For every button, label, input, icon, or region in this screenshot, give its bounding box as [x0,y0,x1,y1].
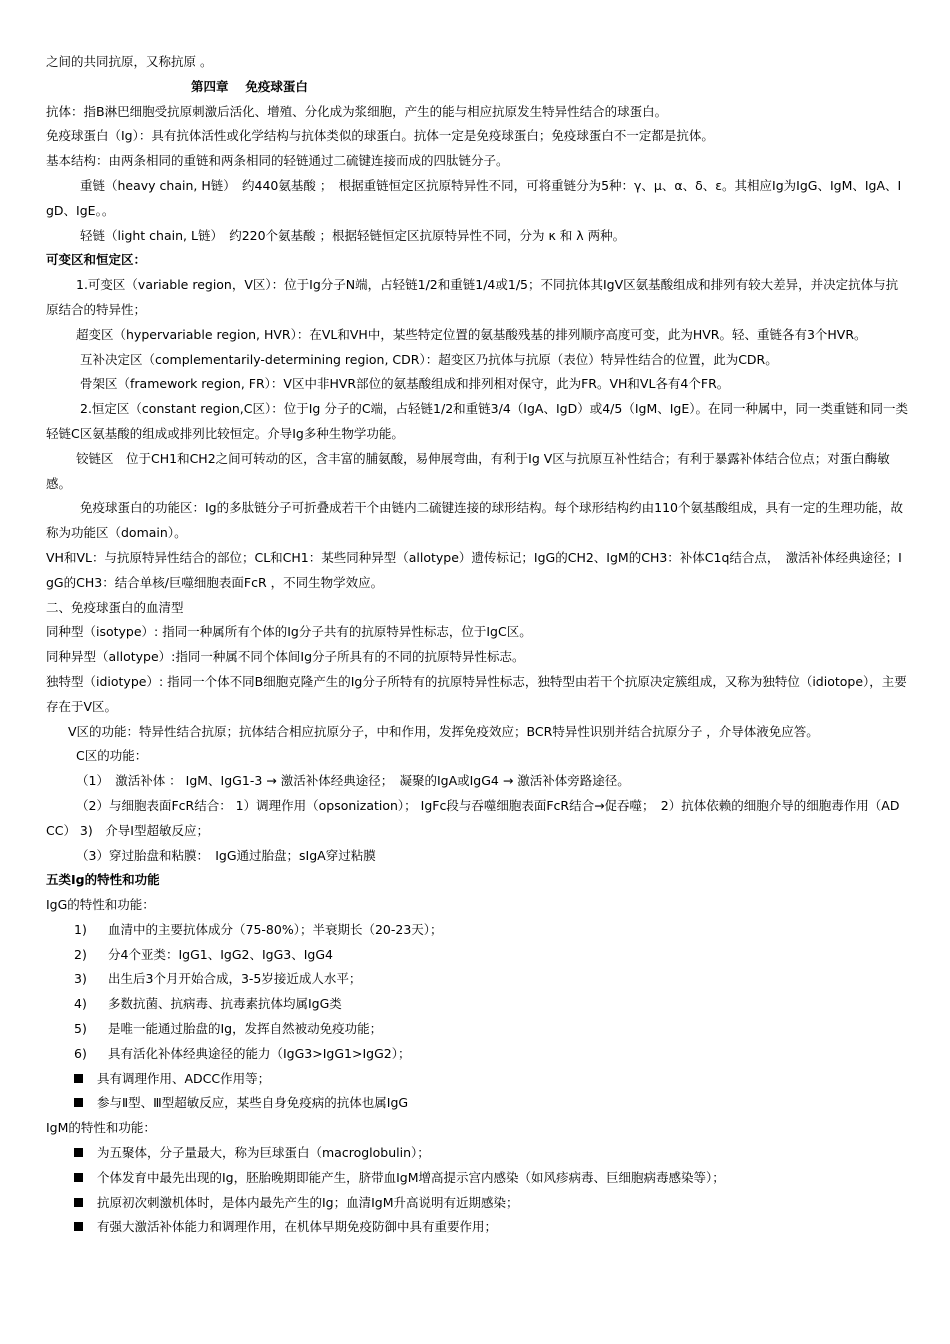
paragraph: 免疫球蛋白的功能区：Ig的多肽链分子可折叠成若干个由链内二硫键连接的球形结构。每个球形结构约由110个氨基酸组成，具有一定的生理功能，故称为功能区（domain）。 [46,500,903,541]
paragraph: 互补决定区（complementarily-determining region, CDR）：超变区乃抗体与抗原（表位）特异性结合的位置，此为CDR。 [80,351,778,367]
item-text: 分4个亚类：IgG1、IgG2、IgG3、IgG4 [108,946,333,962]
paragraph: （3）穿过胎盘和粘膜： IgG通过胎盘；sIgA穿过粘膜 [76,847,376,863]
chapter-title: 第四章 免疫球蛋白 [191,78,308,94]
item-number: 6) [74,1045,87,1061]
paragraph: 2.恒定区（constant region,C区）：位于Ig 分子的C端，占轻链1/2和重链3/4（IgA、IgD）或4/5（IgM、IgE）。在同一种属中，同一类重链和同一类轻链C区氨基酸的组成或排列比较恒定。介导Ig多种生物学功能。 [46,401,908,441]
numbered-item [46,1042,908,1067]
bullet-text: 有强大激活补体能力和调理作用，在机体早期免疫防御中具有重要作用； [97,1219,498,1235]
numbered-item [46,967,908,992]
numbered-item [46,943,908,968]
item-text: 具有活化补体经典途径的能力（IgG3>IgG1>IgG2）； [108,1045,411,1061]
bullet-item [46,1191,908,1216]
bullet-text: 具有调理作用、ADCC作用等； [97,1070,271,1086]
paragraph: （1） 激活补体 ： IgM、IgG1-3 → 激活补体经典途径； 凝聚的IgA或IgG4 → 激活补体旁路途径。 [76,773,630,789]
document-body [46,50,908,1240]
bullet-item [46,1141,908,1166]
bullet-text: 抗原初次刺激机体时，是体内最先产生的Ig；血清IgM升高说明有近期感染； [97,1194,519,1210]
bullet-text: 参与Ⅱ型、Ⅲ型超敏反应，某些自身免疫病的抗体也属IgG [97,1095,409,1111]
paragraph: 抗体：指B淋巴细胞受抗原刺激后活化、增殖、分化成为浆细胞，产生的能与相应抗原发生特异性结合的球蛋白。 [46,103,668,119]
paragraph: 重链（heavy chain, H链） 约440氨基酸 ； 根据重链恒定区抗原特异性不同，可将重链分为5种：γ、μ、α、δ、ε。其相应Ig为IgG、IgM、IgA、IgD、IgE。。 [46,177,902,218]
item-number: 1) [74,921,87,937]
square-bullet-icon [74,1148,83,1157]
paragraph: 轻链（light chain, L链） 约220个氨基酸 ；根据轻链恒定区抗原特异性不同，分为 κ 和 λ 两种。 [80,227,626,243]
numbered-item [46,918,908,943]
square-bullet-icon [74,1173,83,1182]
paragraph: VH和VL：与抗原特异性结合的部位；CL和CH1：某些同种异型（allotype）遗传标记；IgG的CH2、IgM的CH3：补体C1q结合点， 激活补体经典途径；IgG的CH3：结合单核/巨噬细胞表面FcR ，不同生物学效应。 [46,549,902,590]
bullet-item [46,1166,908,1191]
item-text: 是唯一能通过胎盘的Ig，发挥自然被动免疫功能； [108,1021,383,1037]
paragraph: C区的功能： [76,748,148,764]
paragraph: 超变区（hypervariable region, HVR）：在VL和VH中，某些特定位置的氨基酸残基的排列顺序高度可变，此为HVR。轻、重链各有3个HVR。 [76,326,867,342]
paragraph: 1.可变区（variable region，V区）：位于Ig分子N端，占轻链1/2和重链1/4或1/5；不同抗体其IgV区氨基酸组成和排列有较大差异，并决定抗体与抗原结合的特异性； [46,277,899,317]
paragraph: 骨架区（framework region, FR）：V区中非HVR部位的氨基酸组成和排列相对保守，此为FR。VH和VL各有4个FR。 [80,376,730,392]
paragraph: 同种型（isotype）: 指同一种属所有个体的Ig分子共有的抗原特异性标志，位于IgC区。 [46,624,532,640]
item-text: 血清中的主要抗体成分（75-80%）；半衰期长（20-23天）； [108,921,443,937]
item-number: 5) [74,1021,87,1037]
square-bullet-icon [74,1198,83,1207]
paragraph: 免疫球蛋白（Ig）：具有抗体活性或化学结构与抗体类似的球蛋白。抗体一定是免疫球蛋白；免疫球蛋白不一定都是抗体。 [46,128,714,144]
section-heading: 五类Ig的特性和功能 [46,872,160,888]
item-text: 出生后3个月开始合成，3-5岁接近成人水平； [108,971,362,987]
paragraph: 二、免疫球蛋白的血清型 [46,599,184,615]
item-text: 多数抗菌、抗病毒、抗毒素抗体均属IgG类 [108,996,342,1012]
paragraph: IgG的特性和功能： [46,897,155,913]
paragraph: （2）与细胞表面FcR结合： 1）调理作用（opsonization）； IgFc段与吞噬细胞表面FcR结合→促吞噬； 2）抗体依赖的细胞介导的细胞毒作用（ADCC） 3) 介导Ⅰ型超敏反应； [46,797,900,838]
paragraph: 铰链区 位于CH1和CH2之间可转动的区，含丰富的脯氨酸，易伸展弯曲，有利于Ig V区与抗原互补性结合；有利于暴露补体结合位点；对蛋白酶敏感。 [46,450,890,491]
item-number: 3) [74,971,87,987]
item-number: 2) [74,946,87,962]
bullet-text: 个体发育中最先出现的Ig，胚胎晚期即能产生，脐带血IgM增高提示宫内感染（如风疹病毒、巨细胞病毒感染等）； [97,1169,725,1185]
bullet-text: 为五聚体，分子量最大，称为巨球蛋白（macroglobulin）； [97,1145,430,1161]
bullet-item [46,1215,908,1240]
numbered-item [46,992,908,1017]
paragraph: V区的功能：特异性结合抗原；抗体结合相应抗原分子，中和作用，发挥免疫效应；BCR特异性识别并结合抗原分子 ，介导体液免应答。 [68,723,819,739]
square-bullet-icon [74,1074,83,1083]
paragraph: 之间的共同抗原，又称抗原 。 [46,54,213,69]
section-subheading: IgM的特性和功能： [46,1120,156,1136]
square-bullet-icon [74,1222,83,1231]
numbered-item [46,1017,908,1042]
square-bullet-icon [74,1098,83,1107]
paragraph: 同种异型（allotype）:指同一种属不同个体间Ig分子所具有的不同的抗原特异性标志。 [46,649,525,665]
item-number: 4) [74,996,87,1012]
bullet-item [46,1091,908,1116]
paragraph: 基本结构：由两条相同的重链和两条相同的轻链通过二硫键连接而成的四肽链分子。 [46,153,509,169]
section-heading: 可变区和恒定区： [46,252,147,268]
bullet-item [46,1067,908,1092]
paragraph: 独特型（idiotype）: 指同一个体不同B细胞克隆产生的Ig分子所特有的抗原特异性标志，独特型由若干个抗原决定簇组成，又称为独特位（idiotope），主要存在于V区。 [46,673,907,714]
